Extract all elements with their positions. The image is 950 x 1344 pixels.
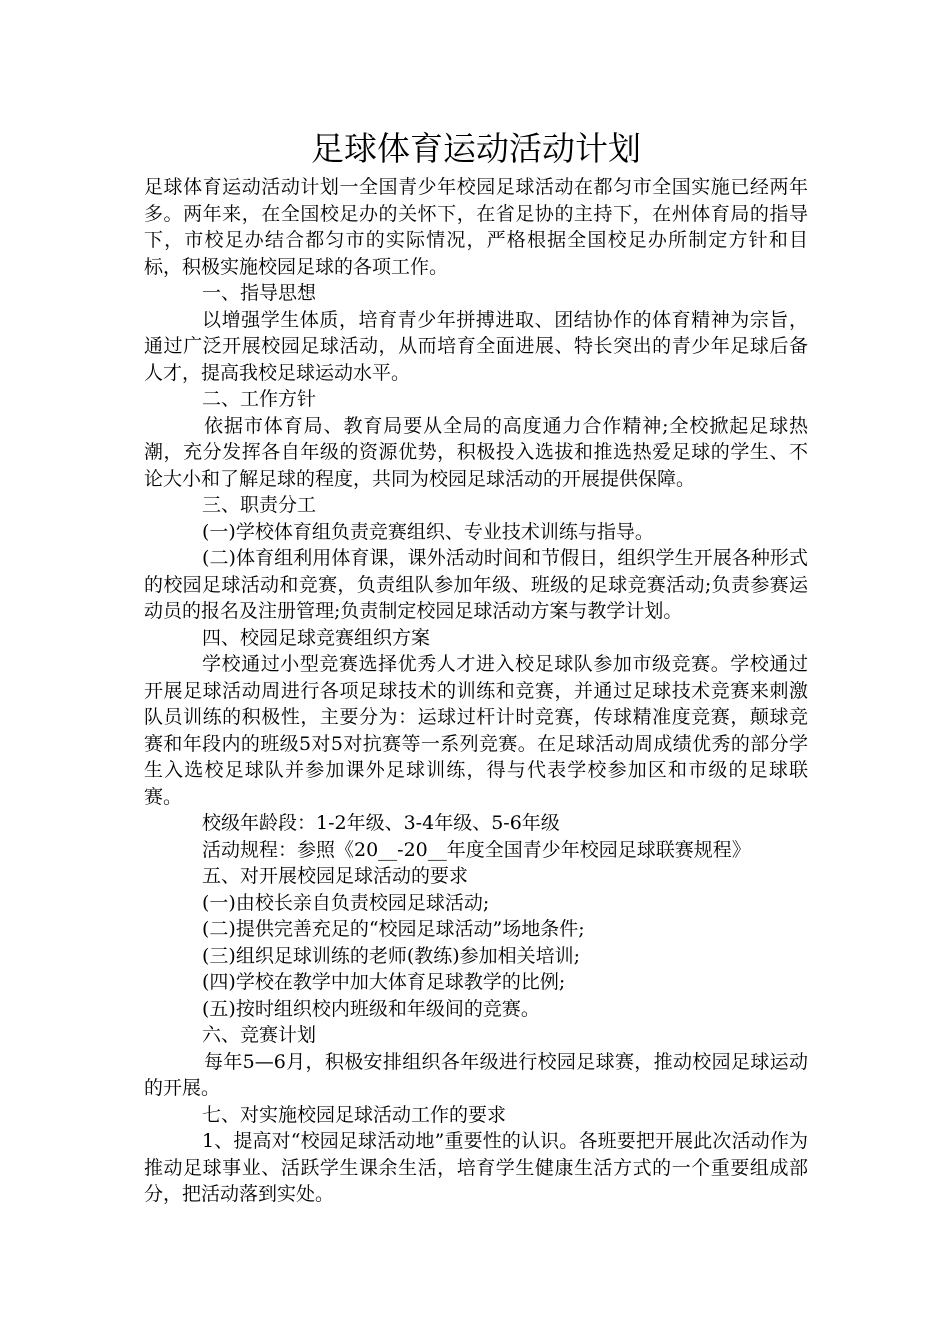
- paragraph-implementation-1: 1、提高对“校园足球活动地”重要性的认识。各班要把开展此次活动作为推动足球事业、活跃学生课余生活，培育学生健康生活方式的一个重要组成部分，把活动落到实处。: [144, 1130, 808, 1205]
- section-heading-implementation: 七、对实施校园足球活动工作的要求: [202, 1103, 507, 1126]
- section-heading-duties: 三、职责分工: [202, 494, 317, 516]
- paragraph-duty-1: (一)学校体育组负责竞赛组织、专业技术训练与指导。: [202, 520, 654, 543]
- requirement-item-5: (五)按时组织校内班级和年级间的竞赛。: [202, 997, 540, 1020]
- requirement-item-3: (三)组织足球训练的老师(教练)参加相关培训;: [202, 944, 581, 967]
- requirement-item-2: (二)提供完善充足的“校园足球活动”场地条件;: [202, 918, 585, 940]
- requirement-item-4: (四)学校在教学中加大体育足球教学的比例;: [202, 971, 566, 993]
- intro-paragraph: 足球体育运动活动计划一全国青少年校园足球活动在都匀市全国实施已经两年多。两年来，在全国校足办的关怀下，在省足协的主持下，在州体育局的指导下，市校足办结合都匀市的实际情况，严格根据全国校足办所制定方针和目标，积极实施校园足球的各项工作。: [144, 176, 808, 278]
- paragraph-competition-plan: 学校通过小型竞赛选择优秀人才进入校足球队参加市级竞赛。学校通过开展足球活动周进行各项足球技术的训练和竞赛，并通过足球技术竞赛来刺激队员训练的积极性，主要分为：运球过杆计时竞赛，传球精准度竞赛，颠球竞赛和年段内的班级5对5对抗赛等一系列竞赛。在足球活动周成绩优秀的部分学生入选校足球队并参加课外足球训练，得与代表学校参加区和市级的足球联赛。: [144, 653, 808, 808]
- section-heading-competition-plan: 四、校园足球竞赛组织方案: [202, 626, 431, 649]
- section-heading-requirements: 五、对开展校园足球活动的要求: [202, 865, 469, 887]
- document-text: [144, 174, 808, 1208]
- section-heading-schedule: 六、竞赛计划: [202, 1024, 317, 1046]
- paragraph-age-groups: 校级年龄段：1-2年级、3-4年级、5-6年级: [202, 812, 560, 834]
- paragraph-work-policy: 依据市体育局、教育局要从全局的高度通力合作精神;全校掀起足球热潮，充分发挥各自年级的资源优势，积极投入选拔和推选热爱足球的学生、不论大小和了解足球的程度，共同为校园足球活动的开展提供保障。: [144, 414, 808, 490]
- document-title: 足球体育运动活动计划: [311, 129, 641, 168]
- paragraph-schedule: 每年5—6月，积极安排组织各年级进行校园足球赛，推动校园足球运动的开展。: [144, 1050, 808, 1099]
- requirement-item-1: (一)由校长亲自负责校园足球活动;: [202, 891, 490, 914]
- section-heading-guiding-idea: 一、指导思想: [202, 282, 317, 304]
- document-body: [144, 124, 808, 1208]
- paragraph-guiding-idea: 以增强学生体质，培育青少年拼搏进取、团结协作的体育精神为宗旨，通过广泛开展校园足球活动，从而培育全面进展、特长突出的青少年足球后备人才，提高我校足球运动水平。: [144, 308, 808, 384]
- paragraph-rules: 活动规程：参照《20__-20__年度全国青少年校园足球联赛规程》: [202, 838, 751, 861]
- section-heading-work-policy: 二、工作方针: [202, 388, 317, 410]
- paragraph-duty-2: (二)体育组利用体育课，课外活动时间和节假日，组织学生开展各种形式的校园足球活动和竞赛，负责组队参加年级、班级的足球竞赛活动;负责参赛运动员的报名及注册管理;负责制定校园足球活动方案与教学计划。: [144, 547, 808, 622]
